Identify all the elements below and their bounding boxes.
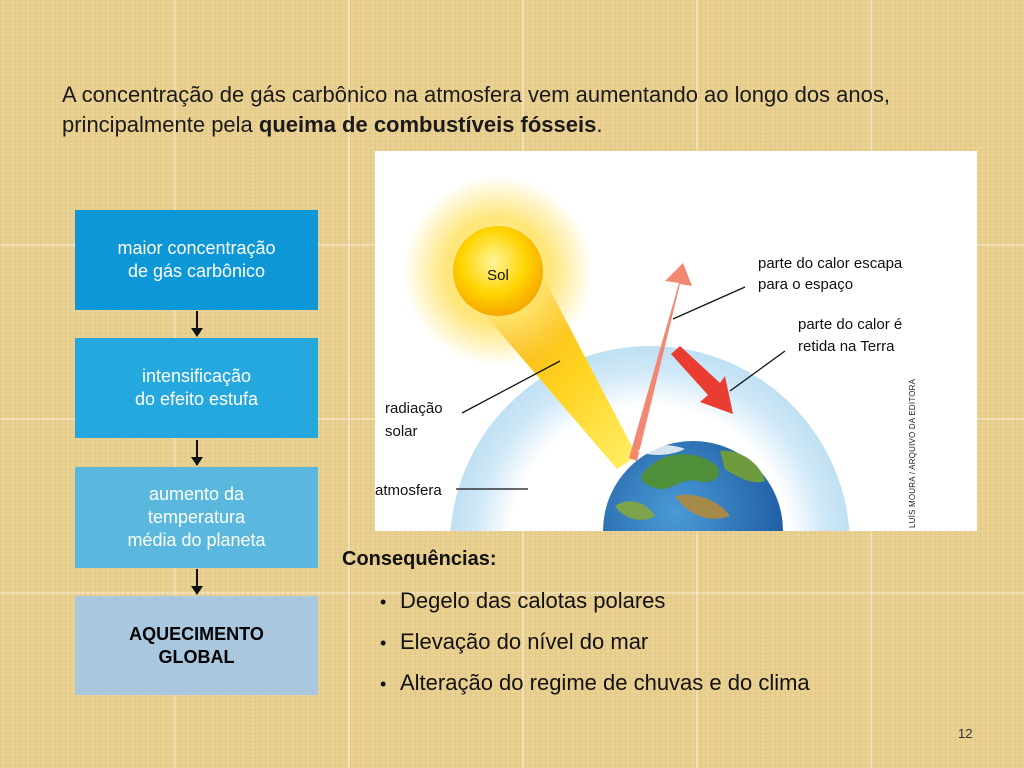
box2-line2: do efeito estufa	[134, 389, 259, 409]
sun-label: Sol	[487, 267, 509, 284]
list-item	[380, 670, 810, 711]
flow-arrow-2	[196, 440, 198, 464]
flow-box-global-warming	[75, 596, 318, 695]
greenhouse-diagram	[375, 151, 977, 531]
flow-arrow-3	[196, 569, 198, 593]
consequence-text: Degelo das calotas polares	[400, 588, 666, 613]
box3-line3: média do planeta	[127, 530, 266, 550]
box2-line1: intensificação	[141, 366, 252, 386]
box3-line1: aumento da	[148, 484, 245, 504]
consequences-list	[380, 588, 810, 711]
retained-label-line2: retida na Terra	[798, 338, 895, 355]
page-number: 12	[958, 726, 973, 741]
list-item	[380, 629, 810, 670]
image-credit: LUÍS MOURA / ARQUIVO DA EDITORA	[908, 378, 917, 528]
list-item	[380, 588, 810, 629]
box4-line1: AQUECIMENTO	[129, 623, 264, 644]
radiation-label-line2: solar	[385, 423, 418, 440]
consequences-title: Consequências:	[342, 548, 497, 570]
atmosphere-label: atmosfera	[375, 482, 442, 499]
flow-box-co2-concentration	[75, 210, 318, 310]
escape-label-line1: parte do calor escapa	[758, 255, 903, 272]
box1-line1: maior concentração	[117, 238, 276, 258]
consequence-text: Alteração do regime de chuvas e do clima	[400, 670, 810, 695]
intro-emphasis: queima de combustíveis fósseis	[258, 112, 597, 137]
intro-paragraph	[62, 80, 982, 140]
escape-label-line2: para o espaço	[758, 276, 854, 293]
box1-line2: de gás carbônico	[127, 261, 266, 281]
flow-arrow-1	[196, 311, 198, 335]
flow-box-greenhouse	[75, 338, 318, 438]
retained-label-line1: parte do calor é	[798, 316, 903, 333]
radiation-label-line1: radiação	[385, 400, 443, 417]
greenhouse-effect-illustration	[375, 151, 977, 531]
box3-line2: temperatura	[147, 507, 246, 527]
intro-text: A concentração de gás carbônico na atmosfera vem aumentando ao longo dos anos, principalmente pela	[62, 82, 890, 137]
bullet: •	[380, 592, 387, 612]
bullet: •	[380, 633, 387, 653]
bullet: •	[380, 674, 387, 694]
box4-line2: GLOBAL	[158, 646, 235, 667]
intro-end: .	[596, 112, 603, 137]
consequence-text: Elevação do nível do mar	[400, 629, 649, 654]
flow-box-temperature	[75, 467, 318, 568]
